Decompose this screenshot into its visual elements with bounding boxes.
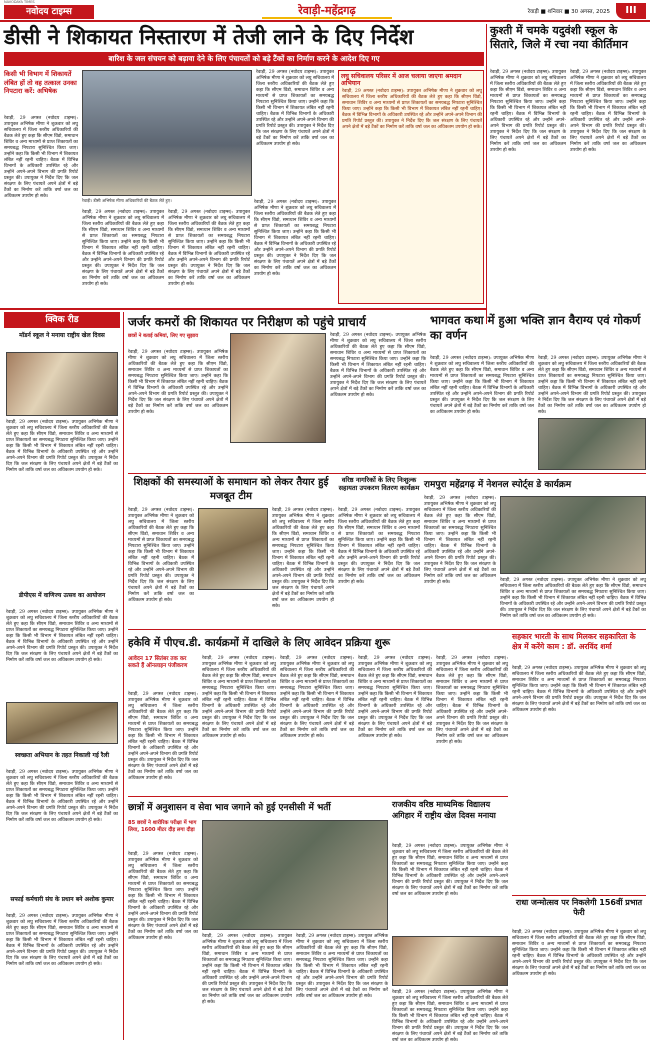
- bhagwat-photo: [538, 418, 646, 470]
- rajkiya-headline: राजकीय वरिष्ठ माध्यमिक विद्यालय अगिहार में राष्ट्रीय खेल दिवस मनाया: [392, 800, 496, 820]
- rajkiya-text: रेवाड़ी, 29 अगस्त (नवोदय टाइम्स): उपायुक्त अभिषेक मीणा ने शुक्रवार को लघु सचिवालय में जिला स्तरीय अधिकारियों की बैठक लेते हुए कहा कि सीएम विंडो, समाधान शिविर व अन्य माध्यमों से प्राप्त शिकायतों का समयबद्ध निपटारा सुनिश्चित किया जाए। उन्होंने कहा कि किसी भी विभाग में शिकायत लंबित नहीं रहनी चाहिए। बैठक में विभिन्न विभागों के अधिकारी उपस्थित रहे और उन्होंने अपने-अपने विभाग की प्रगति रिपोर्ट प्रस्तुत की। उपायुक्त ने निर्देश दिए कि जल संरक्षण के लिए पंचायतें अपने क्षेत्रों में बड़े टैंकों का निर्माण करें ताकि वर्षा जल का अधिकतम उपयोग हो सके।: [392, 844, 508, 897]
- masthead-bar: [0, 0, 650, 22]
- radha-headline: राधा जन्मोत्सव पर निकलेगी 156वीं प्रभात फेरी: [515, 898, 643, 917]
- bhagwat-text-b: रेवाड़ी, 29 अगस्त (नवोदय टाइम्स): उपायुक्त अभिषेक मीणा ने शुक्रवार को लघु सचिवालय में जिला स्तरीय अधिकारियों की बैठक लेते हुए कहा कि सीएम विंडो, समाधान शिविर व अन्य माध्यमों से प्राप्त शिकायतों का समयबद्ध निपटारा सुनिश्चित किया जाए। उन्होंने कहा कि किसी भी विभाग में शिकायत लंबित नहीं रहनी चाहिए। बैठक में विभिन्न विभागों के अधिकारी उपस्थित रहे और उन्होंने अपने-अपने विभाग की प्रगति रिपोर्ट प्रस्तुत की। उपायुक्त ने निर्देश दिए कि जल संरक्षण के लिए पंचायतें अपने क्षेत्रों में बड़े टैंकों का निर्माण करें ताकि वर्षा जल का अधिकतम उपयोग हो सके।: [538, 356, 646, 415]
- teachers-headline: शिक्षकों की समस्याओं के समाधान को लेकर तैयार हुई मजबूत टीम: [133, 477, 329, 502]
- brand-small: NAVODAYA TIMES: [4, 0, 35, 4]
- rooms-subhead: छात्रों ने बताई कमियां, लिए गए सुझाव: [128, 333, 199, 339]
- lead-text-col3: रेवाड़ी, 29 अगस्त (नवोदय टाइम्स): उपायुक्त अभिषेक मीणा ने शुक्रवार को लघु सचिवालय में जिला स्तरीय अधिकारियों की बैठक लेते हुए कहा कि सीएम विंडो, समाधान शिविर व अन्य माध्यमों से प्राप्त शिकायतों का समयबद्ध निपटारा सुनिश्चित किया जाए। उन्होंने कहा कि किसी भी विभाग में शिकायत लंबित नहीं रहनी चाहिए। बैठक में विभिन्न विभागों के अधिकारी उपस्थित रहे और उन्होंने अपने-अपने विभाग की प्रगति रिपोर्ट प्रस्तुत की। उपायुक्त ने निर्देश दिए कि जल संरक्षण के लिए पंचायतें अपने क्षेत्रों में बड़े टैंकों का निर्माण करें ताकि वर्षा जल का अधिकतम उपयोग हो सके।: [82, 210, 164, 287]
- quick-read-photo-2: [6, 702, 118, 744]
- quick-read-item-3: स्वच्छता अभियान के तहत निकाली गई रैली: [14, 752, 109, 759]
- rajkiya-photo: [392, 936, 508, 986]
- quick-read-text-1: रेवाड़ी, 29 अगस्त (नवोदय टाइम्स): उपायुक्त अभिषेक मीणा ने शुक्रवार को लघु सचिवालय में जिला स्तरीय अधिकारियों की बैठक लेते हुए कहा कि सीएम विंडो, समाधान शिविर व अन्य माध्यमों से प्राप्त शिकायतों का समयबद्ध निपटारा सुनिश्चित किया जाए। उन्होंने कहा कि किसी भी विभाग में शिकायत लंबित नहीं रहनी चाहिए। बैठक में विभिन्न विभागों के अधिकारी उपस्थित रहे और उन्होंने अपने-अपने विभाग की प्रगति रिपोर्ट प्रस्तुत की। उपायुक्त ने निर्देश दिए कि जल संरक्षण के लिए पंचायतें अपने क्षेत्रों में बड़े टैंकों का निर्माण करें ताकि वर्षा जल का अधिकतम उपयोग हो सके।: [6, 420, 118, 473]
- hakevi-text-a: रेवाड़ी, 29 अगस्त (नवोदय टाइम्स): उपायुक्त अभिषेक मीणा ने शुक्रवार को लघु सचिवालय में जिला स्तरीय अधिकारियों की बैठक लेते हुए कहा कि सीएम विंडो, समाधान शिविर व अन्य माध्यमों से प्राप्त शिकायतों का समयबद्ध निपटारा सुनिश्चित किया जाए। उन्होंने कहा कि किसी भी विभाग में शिकायत लंबित नहीं रहनी चाहिए। बैठक में विभिन्न विभागों के अधिकारी उपस्थित रहे और उन्होंने अपने-अपने विभाग की प्रगति रिपोर्ट प्रस्तुत की। उपायुक्त ने निर्देश दिए कि जल संरक्षण के लिए पंचायतें अपने क्षेत्रों में बड़े टैंकों का निर्माण करें ताकि वर्षा जल का अधिकतम उपयोग हो सके।: [128, 692, 198, 781]
- teachers-text-a: रेवाड़ी, 29 अगस्त (नवोदय टाइम्स): उपायुक्त अभिषेक मीणा ने शुक्रवार को लघु सचिवालय में जिला स्तरीय अधिकारियों की बैठक लेते हुए कहा कि सीएम विंडो, समाधान शिविर व अन्य माध्यमों से प्राप्त शिकायतों का समयबद्ध निपटारा सुनिश्चित किया जाए। उन्होंने कहा कि किसी भी विभाग में शिकायत लंबित नहीं रहनी चाहिए। बैठक में विभिन्न विभागों के अधिकारी उपस्थित रहे और उन्होंने अपने-अपने विभाग की प्रगति रिपोर्ट प्रस्तुत की। उपायुक्त ने निर्देश दिए कि जल संरक्षण के लिए पंचायतें अपने क्षेत्रों में बड़े टैंकों का निर्माण करें ताकि वर्षा जल का अधिकतम उपयोग हो सके।: [128, 508, 194, 603]
- ncc-text-a: रेवाड़ी, 29 अगस्त (नवोदय टाइम्स): उपायुक्त अभिषेक मीणा ने शुक्रवार को लघु सचिवालय में जिला स्तरीय अधिकारियों की बैठक लेते हुए कहा कि सीएम विंडो, समाधान शिविर व अन्य माध्यमों से प्राप्त शिकायतों का समयबद्ध निपटारा सुनिश्चित किया जाए। उन्होंने कहा कि किसी भी विभाग में शिकायत लंबित नहीं रहनी चाहिए। बैठक में विभिन्न विभागों के अधिकारी उपस्थित रहे और उन्होंने अपने-अपने विभाग की प्रगति रिपोर्ट प्रस्तुत की। उपायुक्त ने निर्देश दिए कि जल संरक्षण के लिए पंचायतें अपने क्षेत्रों में बड़े टैंकों का निर्माण करें ताकि वर्षा जल का अधिकतम उपयोग हो सके।: [128, 852, 198, 941]
- quick-read-column: [4, 312, 124, 1040]
- quick-read-text-4: रेवाड़ी, 29 अगस्त (नवोदय टाइम्स): उपायुक्त अभिषेक मीणा ने शुक्रवार को लघु सचिवालय में जिला स्तरीय अधिकारियों की बैठक लेते हुए कहा कि सीएम विंडो, समाधान शिविर व अन्य माध्यमों से प्राप्त शिकायतों का समयबद्ध निपटारा सुनिश्चित किया जाए। उन्होंने कहा कि किसी भी विभाग में शिकायत लंबित नहीं रहनी चाहिए। बैठक में विभिन्न विभागों के अधिकारी उपस्थित रहे और उन्होंने अपने-अपने विभाग की प्रगति रिपोर्ट प्रस्तुत की। उपायुक्त ने निर्देश दिए कि जल संरक्षण के लिए पंचायतें अपने क्षेत्रों में बड़े टैंकों का निर्माण करें ताकि वर्षा जल का अधिकतम उपयोग हो सके।: [6, 914, 118, 967]
- hakevi-text-b: रेवाड़ी, 29 अगस्त (नवोदय टाइम्स): उपायुक्त अभिषेक मीणा ने शुक्रवार को लघु सचिवालय में जिला स्तरीय अधिकारियों की बैठक लेते हुए कहा कि सीएम विंडो, समाधान शिविर व अन्य माध्यमों से प्राप्त शिकायतों का समयबद्ध निपटारा सुनिश्चित किया जाए। उन्होंने कहा कि किसी भी विभाग में शिकायत लंबित नहीं रहनी चाहिए। बैठक में विभिन्न विभागों के अधिकारी उपस्थित रहे और उन्होंने अपने-अपने विभाग की प्रगति रिपोर्ट प्रस्तुत की। उपायुक्त ने निर्देश दिए कि जल संरक्षण के लिए पंचायतें अपने क्षेत्रों में बड़े टैंकों का निर्माण करें ताकि वर्षा जल का अधिकतम उपयोग हो सके।: [202, 656, 276, 739]
- bhagwat-text-a: रेवाड़ी, 29 अगस्त (नवोदय टाइम्स): उपायुक्त अभिषेक मीणा ने शुक्रवार को लघु सचिवालय में जिला स्तरीय अधिकारियों की बैठक लेते हुए कहा कि सीएम विंडो, समाधान शिविर व अन्य माध्यमों से प्राप्त शिकायतों का समयबद्ध निपटारा सुनिश्चित किया जाए। उन्होंने कहा कि किसी भी विभाग में शिकायत लंबित नहीं रहनी चाहिए। बैठक में विभिन्न विभागों के अधिकारी उपस्थित रहे और उन्होंने अपने-अपने विभाग की प्रगति रिपोर्ट प्रस्तुत की। उपायुक्त ने निर्देश दिए कि जल संरक्षण के लिए पंचायतें अपने क्षेत्रों में बड़े टैंकों का निर्माण करें ताकि वर्षा जल का अधिकतम उपयोग हो सके।: [430, 356, 534, 415]
- page-number: III: [616, 3, 646, 19]
- wrestling-text-a: रेवाड़ी, 29 अगस्त (नवोदय टाइम्स): उपायुक्त अभिषेक मीणा ने शुक्रवार को लघु सचिवालय में जिला स्तरीय अधिकारियों की बैठक लेते हुए कहा कि सीएम विंडो, समाधान शिविर व अन्य माध्यमों से प्राप्त शिकायतों का समयबद्ध निपटारा सुनिश्चित किया जाए। उन्होंने कहा कि किसी भी विभाग में शिकायत लंबित नहीं रहनी चाहिए। बैठक में विभिन्न विभागों के अधिकारी उपस्थित रहे और उन्होंने अपने-अपने विभाग की प्रगति रिपोर्ट प्रस्तुत की। उपायुक्त ने निर्देश दिए कि जल संरक्षण के लिए पंचायतें अपने क्षेत्रों में बड़े टैंकों का निर्माण करें ताकि वर्षा जल का अधिकतम उपयोग हो सके।: [490, 70, 566, 153]
- bhagwat-headline: भागवत कथा में हुआ भक्ति ज्ञान वैराग्य एवं गोकर्ण का वर्णन: [430, 313, 641, 342]
- hakevi-headline: हकेवि में पीएच.डी. कार्यक्रमों में दाखिले के लिए आवेदन प्रक्रिया शुरू: [128, 637, 390, 649]
- hakevi-text-c: रेवाड़ी, 29 अगस्त (नवोदय टाइम्स): उपायुक्त अभिषेक मीणा ने शुक्रवार को लघु सचिवालय में जिला स्तरीय अधिकारियों की बैठक लेते हुए कहा कि सीएम विंडो, समाधान शिविर व अन्य माध्यमों से प्राप्त शिकायतों का समयबद्ध निपटारा सुनिश्चित किया जाए। उन्होंने कहा कि किसी भी विभाग में शिकायत लंबित नहीं रहनी चाहिए। बैठक में विभिन्न विभागों के अधिकारी उपस्थित रहे और उन्होंने अपने-अपने विभाग की प्रगति रिपोर्ट प्रस्तुत की। उपायुक्त ने निर्देश दिए कि जल संरक्षण के लिए पंचायतें अपने क्षेत्रों में बड़े टैंकों का निर्माण करें ताकि वर्षा जल का अधिकतम उपयोग हो सके।: [280, 656, 354, 739]
- campaign-text: रेवाड़ी, 29 अगस्त (नवोदय टाइम्स): उपायुक्त अभिषेक मीणा ने शुक्रवार को लघु सचिवालय में जिला स्तरीय अधिकारियों की बैठक लेते हुए कहा कि सीएम विंडो, समाधान शिविर व अन्य माध्यमों से प्राप्त शिकायतों का समयबद्ध निपटारा सुनिश्चित किया जाए। उन्होंने कहा कि किसी भी विभाग में शिकायत लंबित नहीं रहनी चाहिए। बैठक में विभिन्न विभागों के अधिकारी उपस्थित रहे और उन्होंने अपने-अपने विभाग की प्रगति रिपोर्ट प्रस्तुत की। उपायुक्त ने निर्देश दिए कि जल संरक्षण के लिए पंचायतें अपने क्षेत्रों में बड़े टैंकों का निर्माण करें ताकि वर्षा जल का अधिकतम उपयोग हो सके।: [342, 89, 482, 130]
- sahkar-headline: सहकार भारती के साथ मिलकर सहकारिता के क्षेत्र में करेंगे काम : डॉ. अरविंद शर्मा: [512, 632, 636, 651]
- rooms-photo: [230, 333, 326, 443]
- wrestling-text-b: रेवाड़ी, 29 अगस्त (नवोदय टाइम्स): उपायुक्त अभिषेक मीणा ने शुक्रवार को लघु सचिवालय में जिला स्तरीय अधिकारियों की बैठक लेते हुए कहा कि सीएम विंडो, समाधान शिविर व अन्य माध्यमों से प्राप्त शिकायतों का समयबद्ध निपटारा सुनिश्चित किया जाए। उन्होंने कहा कि किसी भी विभाग में शिकायत लंबित नहीं रहनी चाहिए। बैठक में विभिन्न विभागों के अधिकारी उपस्थित रहे और उन्होंने अपने-अपने विभाग की प्रगति रिपोर्ट प्रस्तुत की। उपायुक्त ने निर्देश दिए कि जल संरक्षण के लिए पंचायतें अपने क्षेत्रों में बड़े टैंकों का निर्माण करें ताकि वर्षा जल का अधिकतम उपयोग हो सके।: [570, 70, 646, 153]
- rooms-text-b: रेवाड़ी, 29 अगस्त (नवोदय टाइम्स): उपायुक्त अभिषेक मीणा ने शुक्रवार को लघु सचिवालय में जिला स्तरीय अधिकारियों की बैठक लेते हुए कहा कि सीएम विंडो, समाधान शिविर व अन्य माध्यमों से प्राप्त शिकायतों का समयबद्ध निपटारा सुनिश्चित किया जाए। उन्होंने कहा कि किसी भी विभाग में शिकायत लंबित नहीं रहनी चाहिए। बैठक में विभिन्न विभागों के अधिकारी उपस्थित रहे और उन्होंने अपने-अपने विभाग की प्रगति रिपोर्ट प्रस्तुत की। उपायुक्त ने निर्देश दिए कि जल संरक्षण के लिए पंचायतें अपने क्षेत्रों में बड़े टैंकों का निर्माण करें ताकि वर्षा जल का अधिकतम उपयोग हो सके।: [330, 333, 426, 398]
- lead-side-head: किसी भी विभाग में शिकायतें लंबित हों तो वह तत्काल उनका निपटारा करें: अभिषेक: [4, 70, 77, 95]
- quick-read-item-2: डीपीएस में वाणिज्य उत्सव का आयोजन: [18, 592, 106, 599]
- quick-read-label: क्विक रीड: [4, 312, 120, 328]
- sports-day-photo: [500, 496, 646, 574]
- campaign-headline: लघु सचिवालय परिसर में आज चलाया जाएगा श्रमदान अभियान: [341, 73, 462, 87]
- lead-left-text: रेवाड़ी, 29 अगस्त (नवोदय टाइम्स): उपायुक्त अभिषेक मीणा ने शुक्रवार को लघु सचिवालय में जिला स्तरीय अधिकारियों की बैठक लेते हुए कहा कि सीएम विंडो, समाधान शिविर व अन्य माध्यमों से प्राप्त शिकायतों का समयबद्ध निपटारा सुनिश्चित किया जाए। उन्होंने कहा कि किसी भी विभाग में शिकायत लंबित नहीं रहनी चाहिए। बैठक में विभिन्न विभागों के अधिकारी उपस्थित रहे और उन्होंने अपने-अपने विभाग की प्रगति रिपोर्ट प्रस्तुत की। उपायुक्त ने निर्देश दिए कि जल संरक्षण के लिए पंचायतें अपने क्षेत्रों में बड़े टैंकों का निर्माण करें ताकि वर्षा जल का अधिकतम उपयोग हो सके।: [4, 116, 78, 199]
- ncc-subhead: 85 छात्रों ने शारीरिक परीक्षा में भाग लिया, 1600 मीटर दौड़ लगा दौड़ा: [128, 820, 197, 833]
- lead-meeting-photo: [82, 70, 252, 196]
- sports-day-headline: रामपुरा महेंद्रगढ़ में नेशनल स्पोर्ट्स डे कार्यक्रम: [424, 480, 572, 490]
- sports-day-text-a: रेवाड़ी, 29 अगस्त (नवोदय टाइम्स): उपायुक्त अभिषेक मीणा ने शुक्रवार को लघु सचिवालय में जिला स्तरीय अधिकारियों की बैठक लेते हुए कहा कि सीएम विंडो, समाधान शिविर व अन्य माध्यमों से प्राप्त शिकायतों का समयबद्ध निपटारा सुनिश्चित किया जाए। उन्होंने कहा कि किसी भी विभाग में शिकायत लंबित नहीं रहनी चाहिए। बैठक में विभिन्न विभागों के अधिकारी उपस्थित रहे और उन्होंने अपने-अपने विभाग की प्रगति रिपोर्ट प्रस्तुत की। उपायुक्त ने निर्देश दिए कि जल संरक्षण के लिए पंचायतें अपने क्षेत्रों में बड़े टैंकों का निर्माण करें ताकि वर्षा जल का अधिकतम उपयोग हो सके।: [424, 496, 496, 585]
- ncc-photo: [202, 820, 388, 930]
- radha-text: रेवाड़ी, 29 अगस्त (नवोदय टाइम्स): उपायुक्त अभिषेक मीणा ने शुक्रवार को लघु सचिवालय में जिला स्तरीय अधिकारियों की बैठक लेते हुए कहा कि सीएम विंडो, समाधान शिविर व अन्य माध्यमों से प्राप्त शिकायतों का समयबद्ध निपटारा सुनिश्चित किया जाए। उन्होंने कहा कि किसी भी विभाग में शिकायत लंबित नहीं रहनी चाहिए। बैठक में विभिन्न विभागों के अधिकारी उपस्थित रहे और उन्होंने अपने-अपने विभाग की प्रगति रिपोर्ट प्रस्तुत की। उपायुक्त ने निर्देश दिए कि जल संरक्षण के लिए पंचायतें अपने क्षेत्रों में बड़े टैंकों का निर्माण करें ताकि वर्षा जल का अधिकतम उपयोग हो सके।: [512, 930, 646, 977]
- lead-text-col4: रेवाड़ी, 29 अगस्त (नवोदय टाइम्स): उपायुक्त अभिषेक मीणा ने शुक्रवार को लघु सचिवालय में जिला स्तरीय अधिकारियों की बैठक लेते हुए कहा कि सीएम विंडो, समाधान शिविर व अन्य माध्यमों से प्राप्त शिकायतों का समयबद्ध निपटारा सुनिश्चित किया जाए। उन्होंने कहा कि किसी भी विभाग में शिकायत लंबित नहीं रहनी चाहिए। बैठक में विभिन्न विभागों के अधिकारी उपस्थित रहे और उन्होंने अपने-अपने विभाग की प्रगति रिपोर्ट प्रस्तुत की। उपायुक्त ने निर्देश दिए कि जल संरक्षण के लिए पंचायतें अपने क्षेत्रों में बड़े टैंकों का निर्माण करें ताकि वर्षा जल का अधिकतम उपयोग हो सके।: [168, 210, 250, 287]
- rajkiya-text-b: रेवाड़ी, 29 अगस्त (नवोदय टाइम्स): उपायुक्त अभिषेक मीणा ने शुक्रवार को लघु सचिवालय में जिला स्तरीय अधिकारियों की बैठक लेते हुए कहा कि सीएम विंडो, समाधान शिविर व अन्य माध्यमों से प्राप्त शिकायतों का समयबद्ध निपटारा सुनिश्चित किया जाए। उन्होंने कहा कि किसी भी विभाग में शिकायत लंबित नहीं रहनी चाहिए। बैठक में विभिन्न विभागों के अधिकारी उपस्थित रहे और उन्होंने अपने-अपने विभाग की प्रगति रिपोर्ट प्रस्तुत की। उपायुक्त ने निर्देश दिए कि जल संरक्षण के लिए पंचायतें अपने क्षेत्रों में बड़े टैंकों का निर्माण करें ताकि वर्षा जल का अधिकतम उपयोग हो सके।: [392, 990, 508, 1043]
- hakevi-text-d: रेवाड़ी, 29 अगस्त (नवोदय टाइम्स): उपायुक्त अभिषेक मीणा ने शुक्रवार को लघु सचिवालय में जिला स्तरीय अधिकारियों की बैठक लेते हुए कहा कि सीएम विंडो, समाधान शिविर व अन्य माध्यमों से प्राप्त शिकायतों का समयबद्ध निपटारा सुनिश्चित किया जाए। उन्होंने कहा कि किसी भी विभाग में शिकायत लंबित नहीं रहनी चाहिए। बैठक में विभिन्न विभागों के अधिकारी उपस्थित रहे और उन्होंने अपने-अपने विभाग की प्रगति रिपोर्ट प्रस्तुत की। उपायुक्त ने निर्देश दिए कि जल संरक्षण के लिए पंचायतें अपने क्षेत्रों में बड़े टैंकों का निर्माण करें ताकि वर्षा जल का अधिकतम उपयोग हो सके।: [358, 656, 432, 739]
- brand-logo: नवोदय टाइम्स: [4, 5, 94, 19]
- quick-read-photo-1: [6, 352, 118, 416]
- wrestling-headline: कुश्ती में चमके यदुवंशी स्कूल के सितारे, जिले में रचा नया कीर्तिमान: [490, 24, 628, 51]
- ncc-headline: छात्रों में अनुशासन व सेवा भाव जगाने को हुई एनसीसी में भर्ती: [128, 803, 331, 813]
- teachers-text-b: रेवाड़ी, 29 अगस्त (नवोदय टाइम्स): उपायुक्त अभिषेक मीणा ने शुक्रवार को लघु सचिवालय में जिला स्तरीय अधिकारियों की बैठक लेते हुए कहा कि सीएम विंडो, समाधान शिविर व अन्य माध्यमों से प्राप्त शिकायतों का समयबद्ध निपटारा सुनिश्चित किया जाए। उन्होंने कहा कि किसी भी विभाग में शिकायत लंबित नहीं रहनी चाहिए। बैठक में विभिन्न विभागों के अधिकारी उपस्थित रहे और उन्होंने अपने-अपने विभाग की प्रगति रिपोर्ट प्रस्तुत की। उपायुक्त ने निर्देश दिए कि जल संरक्षण के लिए पंचायतें अपने क्षेत्रों में बड़े टैंकों का निर्माण करें ताकि वर्षा जल का अधिकतम उपयोग हो सके।: [272, 508, 334, 609]
- lead-subhead: बारिश के जल संचयन को बढ़ावा देने के लिए पंचायतों को बड़े टैंकों का निर्माण करने के आदेश दिए गए: [4, 52, 484, 66]
- rooms-headline: जर्जर कमरों की शिकायत पर निरीक्षण को पहुंचे प्राचार्य: [128, 315, 366, 329]
- lead-text-col2: रेवाड़ी, 29 अगस्त (नवोदय टाइम्स): उपायुक्त अभिषेक मीणा ने शुक्रवार को लघु सचिवालय में जिला स्तरीय अधिकारियों की बैठक लेते हुए कहा कि सीएम विंडो, समाधान शिविर व अन्य माध्यमों से प्राप्त शिकायतों का समयबद्ध निपटारा सुनिश्चित किया जाए। उन्होंने कहा कि किसी भी विभाग में शिकायत लंबित नहीं रहनी चाहिए। बैठक में विभिन्न विभागों के अधिकारी उपस्थित रहे और उन्होंने अपने-अपने विभाग की प्रगति रिपोर्ट प्रस्तुत की। उपायुक्त ने निर्देश दिए कि जल संरक्षण के लिए पंचायतें अपने क्षेत्रों में बड़े टैंकों का निर्माण करें ताकि वर्षा जल का अधिकतम उपयोग हो सके।: [256, 70, 334, 147]
- seniors-text: रेवाड़ी, 29 अगस्त (नवोदय टाइम्स): उपायुक्त अभिषेक मीणा ने शुक्रवार को लघु सचिवालय में जिला स्तरीय अधिकारियों की बैठक लेते हुए कहा कि सीएम विंडो, समाधान शिविर व अन्य माध्यमों से प्राप्त शिकायतों का समयबद्ध निपटारा सुनिश्चित किया जाए। उन्होंने कहा कि किसी भी विभाग में शिकायत लंबित नहीं रहनी चाहिए। बैठक में विभिन्न विभागों के अधिकारी उपस्थित रहे और उन्होंने अपने-अपने विभाग की प्रगति रिपोर्ट प्रस्तुत की। उपायुक्त ने निर्देश दिए कि जल संरक्षण के लिए पंचायतें अपने क्षेत्रों में बड़े टैंकों का निर्माण करें ताकि वर्षा जल का अधिकतम उपयोग हो सके।: [338, 508, 420, 585]
- ncc-text-c: रेवाड़ी, 29 अगस्त (नवोदय टाइम्स): उपायुक्त अभिषेक मीणा ने शुक्रवार को लघु सचिवालय में जिला स्तरीय अधिकारियों की बैठक लेते हुए कहा कि सीएम विंडो, समाधान शिविर व अन्य माध्यमों से प्राप्त शिकायतों का समयबद्ध निपटारा सुनिश्चित किया जाए। उन्होंने कहा कि किसी भी विभाग में शिकायत लंबित नहीं रहनी चाहिए। बैठक में विभिन्न विभागों के अधिकारी उपस्थित रहे और उन्होंने अपने-अपने विभाग की प्रगति रिपोर्ट प्रस्तुत की। उपायुक्त ने निर्देश दिए कि जल संरक्षण के लिए पंचायतें अपने क्षेत्रों में बड़े टैंकों का निर्माण करें ताकि वर्षा जल का अधिकतम उपयोग हो सके।: [296, 934, 388, 999]
- teachers-photo: [198, 508, 268, 590]
- rooms-text-a: रेवाड़ी, 29 अगस्त (नवोदय टाइम्स): उपायुक्त अभिषेक मीणा ने शुक्रवार को लघु सचिवालय में जिला स्तरीय अधिकारियों की बैठक लेते हुए कहा कि सीएम विंडो, समाधान शिविर व अन्य माध्यमों से प्राप्त शिकायतों का समयबद्ध निपटारा सुनिश्चित किया जाए। उन्होंने कहा कि किसी भी विभाग में शिकायत लंबित नहीं रहनी चाहिए। बैठक में विभिन्न विभागों के अधिकारी उपस्थित रहे और उन्होंने अपने-अपने विभाग की प्रगति रिपोर्ट प्रस्तुत की। उपायुक्त ने निर्देश दिए कि जल संरक्षण के लिए पंचायतें अपने क्षेत्रों में बड़े टैंकों का निर्माण करें ताकि वर्षा जल का अधिकतम उपयोग हो सके।: [128, 350, 228, 415]
- lead-headline: डीसी ने शिकायत निस्तारण में तेजी लाने के दिए निर्देश: [4, 25, 414, 49]
- campaign-box: [338, 70, 484, 304]
- lead-photo-caption: रेवाड़ी। डीसी अभिषेक मीणा अधिकारियों की बैठक लेते हुए।: [82, 198, 172, 203]
- quick-read-text-2: रेवाड़ी, 29 अगस्त (नवोदय टाइम्स): उपायुक्त अभिषेक मीणा ने शुक्रवार को लघु सचिवालय में जिला स्तरीय अधिकारियों की बैठक लेते हुए कहा कि सीएम विंडो, समाधान शिविर व अन्य माध्यमों से प्राप्त शिकायतों का समयबद्ध निपटारा सुनिश्चित किया जाए। उन्होंने कहा कि किसी भी विभाग में शिकायत लंबित नहीं रहनी चाहिए। बैठक में विभिन्न विभागों के अधिकारी उपस्थित रहे और उन्होंने अपने-अपने विभाग की प्रगति रिपोर्ट प्रस्तुत की। उपायुक्त ने निर्देश दिए कि जल संरक्षण के लिए पंचायतें अपने क्षेत्रों में बड़े टैंकों का निर्माण करें ताकि वर्षा जल का अधिकतम उपयोग हो सके।: [6, 610, 118, 663]
- quick-read-text-3: रेवाड़ी, 29 अगस्त (नवोदय टाइम्स): उपायुक्त अभिषेक मीणा ने शुक्रवार को लघु सचिवालय में जिला स्तरीय अधिकारियों की बैठक लेते हुए कहा कि सीएम विंडो, समाधान शिविर व अन्य माध्यमों से प्राप्त शिकायतों का समयबद्ध निपटारा सुनिश्चित किया जाए। उन्होंने कहा कि किसी भी विभाग में शिकायत लंबित नहीं रहनी चाहिए। बैठक में विभिन्न विभागों के अधिकारी उपस्थित रहे और उन्होंने अपने-अपने विभाग की प्रगति रिपोर्ट प्रस्तुत की। उपायुक्त ने निर्देश दिए कि जल संरक्षण के लिए पंचायतें अपने क्षेत्रों में बड़े टैंकों का निर्माण करें ताकि वर्षा जल का अधिकतम उपयोग हो सके।: [6, 770, 118, 823]
- issue-date: रेवाड़ी ■ शनिवार ■ 30 अगस्त, 2025: [527, 9, 610, 15]
- sahkar-text: रेवाड़ी, 29 अगस्त (नवोदय टाइम्स): उपायुक्त अभिषेक मीणा ने शुक्रवार को लघु सचिवालय में जिला स्तरीय अधिकारियों की बैठक लेते हुए कहा कि सीएम विंडो, समाधान शिविर व अन्य माध्यमों से प्राप्त शिकायतों का समयबद्ध निपटारा सुनिश्चित किया जाए। उन्होंने कहा कि किसी भी विभाग में शिकायत लंबित नहीं रहनी चाहिए। बैठक में विभिन्न विभागों के अधिकारी उपस्थित रहे और उन्होंने अपने-अपने विभाग की प्रगति रिपोर्ट प्रस्तुत की। उपायुक्त ने निर्देश दिए कि जल संरक्षण के लिए पंचायतें अपने क्षेत्रों में बड़े टैंकों का निर्माण करें ताकि वर्षा जल का अधिकतम उपयोग हो सके।: [512, 666, 646, 713]
- hakevi-side-head: आवेदन 17 सितंबर तक कर सकते हैं ऑनलाइन पंजीकरण: [128, 656, 188, 669]
- hakevi-text-e: रेवाड़ी, 29 अगस्त (नवोदय टाइम्स): उपायुक्त अभिषेक मीणा ने शुक्रवार को लघु सचिवालय में जिला स्तरीय अधिकारियों की बैठक लेते हुए कहा कि सीएम विंडो, समाधान शिविर व अन्य माध्यमों से प्राप्त शिकायतों का समयबद्ध निपटारा सुनिश्चित किया जाए। उन्होंने कहा कि किसी भी विभाग में शिकायत लंबित नहीं रहनी चाहिए। बैठक में विभिन्न विभागों के अधिकारी उपस्थित रहे और उन्होंने अपने-अपने विभाग की प्रगति रिपोर्ट प्रस्तुत की। उपायुक्त ने निर्देश दिए कि जल संरक्षण के लिए पंचायतें अपने क्षेत्रों में बड़े टैंकों का निर्माण करें ताकि वर्षा जल का अधिकतम उपयोग हो सके।: [436, 656, 508, 745]
- rooms-photo-caption: [230, 444, 326, 456]
- sports-day-text-b: रेवाड़ी, 29 अगस्त (नवोदय टाइम्स): उपायुक्त अभिषेक मीणा ने शुक्रवार को लघु सचिवालय में जिला स्तरीय अधिकारियों की बैठक लेते हुए कहा कि सीएम विंडो, समाधान शिविर व अन्य माध्यमों से प्राप्त शिकायतों का समयबद्ध निपटारा सुनिश्चित किया जाए। उन्होंने कहा कि किसी भी विभाग में शिकायत लंबित नहीं रहनी चाहिए। बैठक में विभिन्न विभागों के अधिकारी उपस्थित रहे और उन्होंने अपने-अपने विभाग की प्रगति रिपोर्ट प्रस्तुत की। उपायुक्त ने निर्देश दिए कि जल संरक्षण के लिए पंचायतें अपने क्षेत्रों में बड़े टैंकों का निर्माण करें ताकि वर्षा जल का अधिकतम उपयोग हो सके।: [500, 578, 646, 619]
- lead-text-col5: रेवाड़ी, 29 अगस्त (नवोदय टाइम्स): उपायुक्त अभिषेक मीणा ने शुक्रवार को लघु सचिवालय में जिला स्तरीय अधिकारियों की बैठक लेते हुए कहा कि सीएम विंडो, समाधान शिविर व अन्य माध्यमों से प्राप्त शिकायतों का समयबद्ध निपटारा सुनिश्चित किया जाए। उन्होंने कहा कि किसी भी विभाग में शिकायत लंबित नहीं रहनी चाहिए। बैठक में विभिन्न विभागों के अधिकारी उपस्थित रहे और उन्होंने अपने-अपने विभाग की प्रगति रिपोर्ट प्रस्तुत की। उपायुक्त ने निर्देश दिए कि जल संरक्षण के लिए पंचायतें अपने क्षेत्रों में बड़े टैंकों का निर्माण करें ताकि वर्षा जल का अधिकतम उपयोग हो सके।: [254, 200, 336, 277]
- quick-read-item-4: सफाई कर्मचारी संघ के प्रधान बने अशोक कुमार: [10, 896, 114, 903]
- ncc-text-b: रेवाड़ी, 29 अगस्त (नवोदय टाइम्स): उपायुक्त अभिषेक मीणा ने शुक्रवार को लघु सचिवालय में जिला स्तरीय अधिकारियों की बैठक लेते हुए कहा कि सीएम विंडो, समाधान शिविर व अन्य माध्यमों से प्राप्त शिकायतों का समयबद्ध निपटारा सुनिश्चित किया जाए। उन्होंने कहा कि किसी भी विभाग में शिकायत लंबित नहीं रहनी चाहिए। बैठक में विभिन्न विभागों के अधिकारी उपस्थित रहे और उन्होंने अपने-अपने विभाग की प्रगति रिपोर्ट प्रस्तुत की। उपायुक्त ने निर्देश दिए कि जल संरक्षण के लिए पंचायतें अपने क्षेत्रों में बड़े टैंकों का निर्माण करें ताकि वर्षा जल का अधिकतम उपयोग हो सके।: [202, 934, 292, 1005]
- quick-read-item-1: मॉडर्न स्कूल ने मनाया राष्ट्रीय खेल दिवस: [19, 332, 105, 339]
- seniors-headline: वरिष्ठ नागरिकों के लिए निःशुल्क सहायता उपकरण वितरण कार्यक्रम: [338, 476, 420, 492]
- edition-name: रेवाड़ी-महेंद्रगढ़: [262, 3, 392, 19]
